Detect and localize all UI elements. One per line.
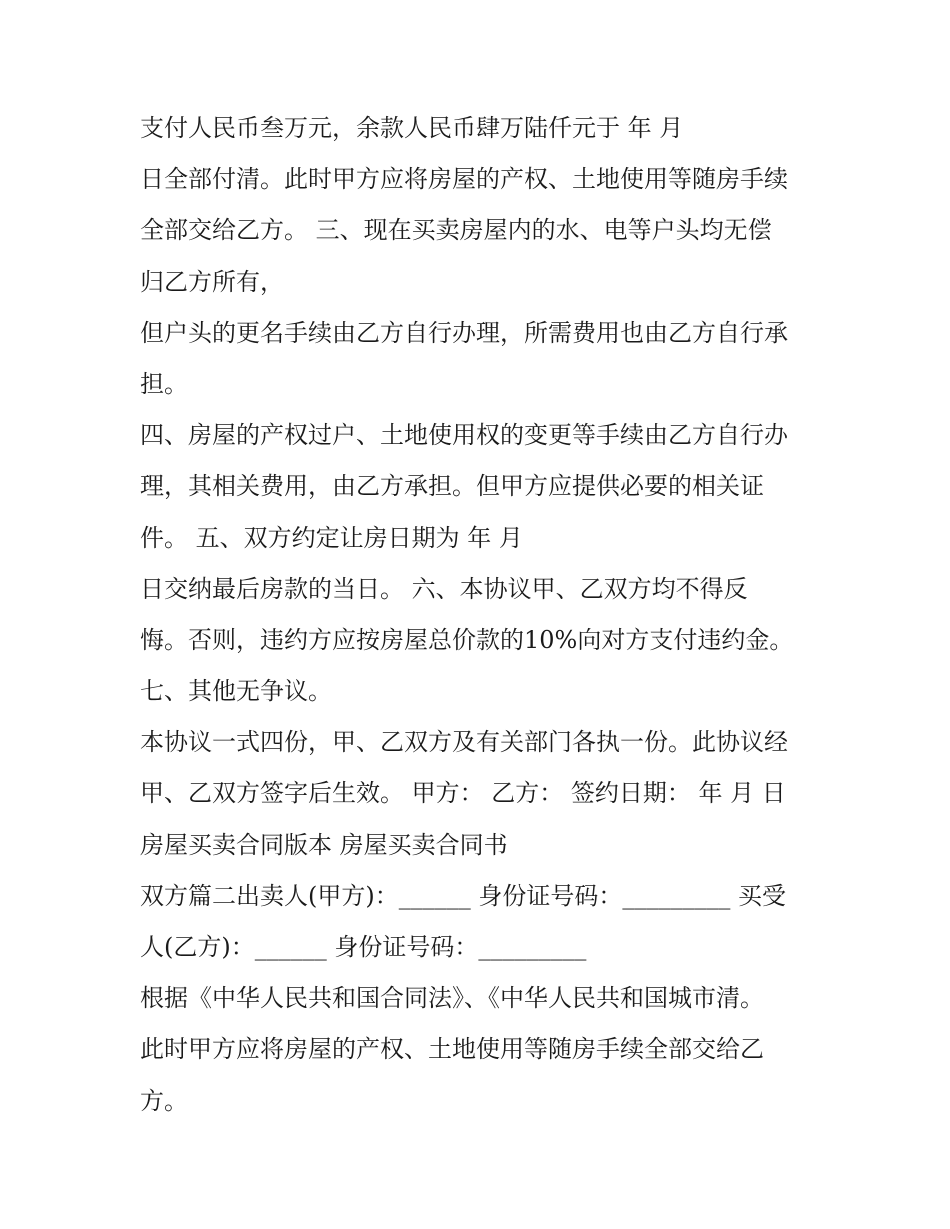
contract-body-text	[140, 107, 830, 1131]
text-line-20: 方。	[140, 1086, 188, 1115]
text-line-14: 甲、乙双方签字后生效。 甲方： 乙方： 签约日期： 年 月 日	[140, 779, 786, 808]
text-line-18: 根据《中华人民共和国合同法》、《中华人民共和国城市清。	[140, 984, 764, 1013]
text-line-16: 双方篇二出卖人(甲方)：______ 身份证号码：_________ 买受	[140, 881, 786, 910]
text-line-2: 日全部付清。此时甲方应将房屋的产权、土地使用等随房手续	[140, 165, 788, 194]
text-line-12: 七、其他无争议。	[140, 677, 332, 706]
text-line-5: 但户头的更名手续由乙方自行办理，所需费用也由乙方自行承	[140, 318, 788, 347]
text-line-10: 日交纳最后房款的当日。 六、本协议甲、乙双方均不得反	[140, 574, 748, 603]
text-line-17: 人(乙方)：______ 身份证号码：_________	[140, 933, 587, 961]
text-line-19: 此时甲方应将房屋的产权、土地使用等随房手续全部交给乙	[140, 1035, 764, 1064]
text-line-4: 归乙方所有，	[140, 267, 284, 296]
text-line-15: 房屋买卖合同版本 房屋买卖合同书	[140, 830, 508, 859]
text-line-13: 本协议一式四份，甲、乙双方及有关部门各执一份。此协议经	[140, 728, 788, 757]
text-line-9: 件。 五、双方约定让房日期为 年 月	[140, 523, 523, 552]
text-line-3: 全部交给乙方。 三、现在买卖房屋内的水、电等户头均无偿	[140, 216, 772, 245]
text-line-6: 担。	[140, 369, 188, 398]
text-line-8: 理，其相关费用，由乙方承担。但甲方应提供必要的相关证	[140, 472, 764, 501]
text-line-7: 四、房屋的产权过户、土地使用权的变更等手续由乙方自行办	[140, 421, 788, 450]
text-line-11: 悔。否则，违约方应按房屋总价款的10%向对方支付违约金。	[140, 625, 794, 654]
text-line-1: 支付人民币叁万元，余款人民币肆万陆仟元于 年 月	[140, 114, 684, 142]
